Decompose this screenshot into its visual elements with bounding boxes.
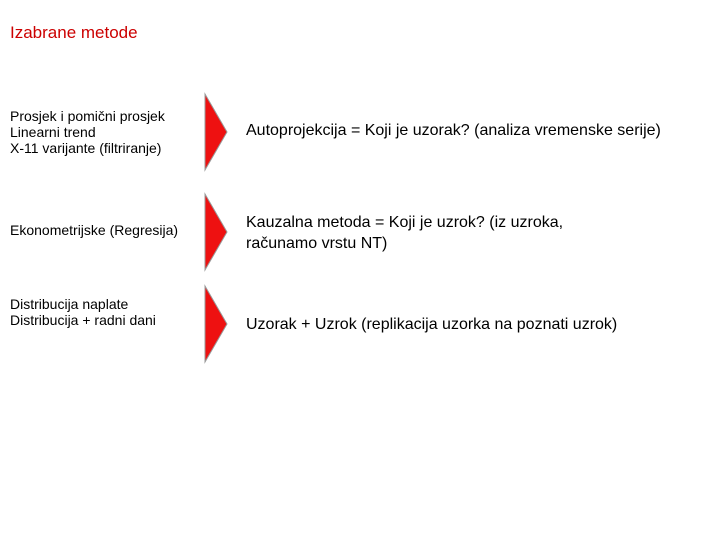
description-group-2 [246,212,563,254]
description-line: Autoprojekcija = Koji je uzorak? (analiza vremenske serije) [246,122,661,139]
description-line: Uzorak + Uzrok (replikacija uzorka na poznati uzrok) [246,316,618,333]
description-group-1 [246,120,661,141]
chevron-arrow-icon [204,284,228,364]
method-label: Distribucija naplate [10,296,129,312]
chevron-arrow-icon [204,192,228,272]
method-label: Distribucija + radni dani [10,312,156,328]
description-line: računamo vrstu NT) [246,235,388,252]
description-line: Kauzalna metoda = Koji je uzrok? (iz uzroka, [246,214,564,231]
method-label: Prosjek i pomični prosjek [10,108,165,124]
methods-group-2 [10,222,178,238]
method-label: X-11 varijante (filtriranje) [10,140,162,156]
methods-group-3 [10,296,156,328]
method-label: Ekonometrijske (Regresija) [10,222,179,238]
description-group-3 [246,314,617,335]
chevron-arrow-icon [204,92,228,172]
methods-group-1 [10,108,165,156]
method-label: Linearni trend [10,124,96,140]
slide-title: Izabrane metode [10,23,138,42]
